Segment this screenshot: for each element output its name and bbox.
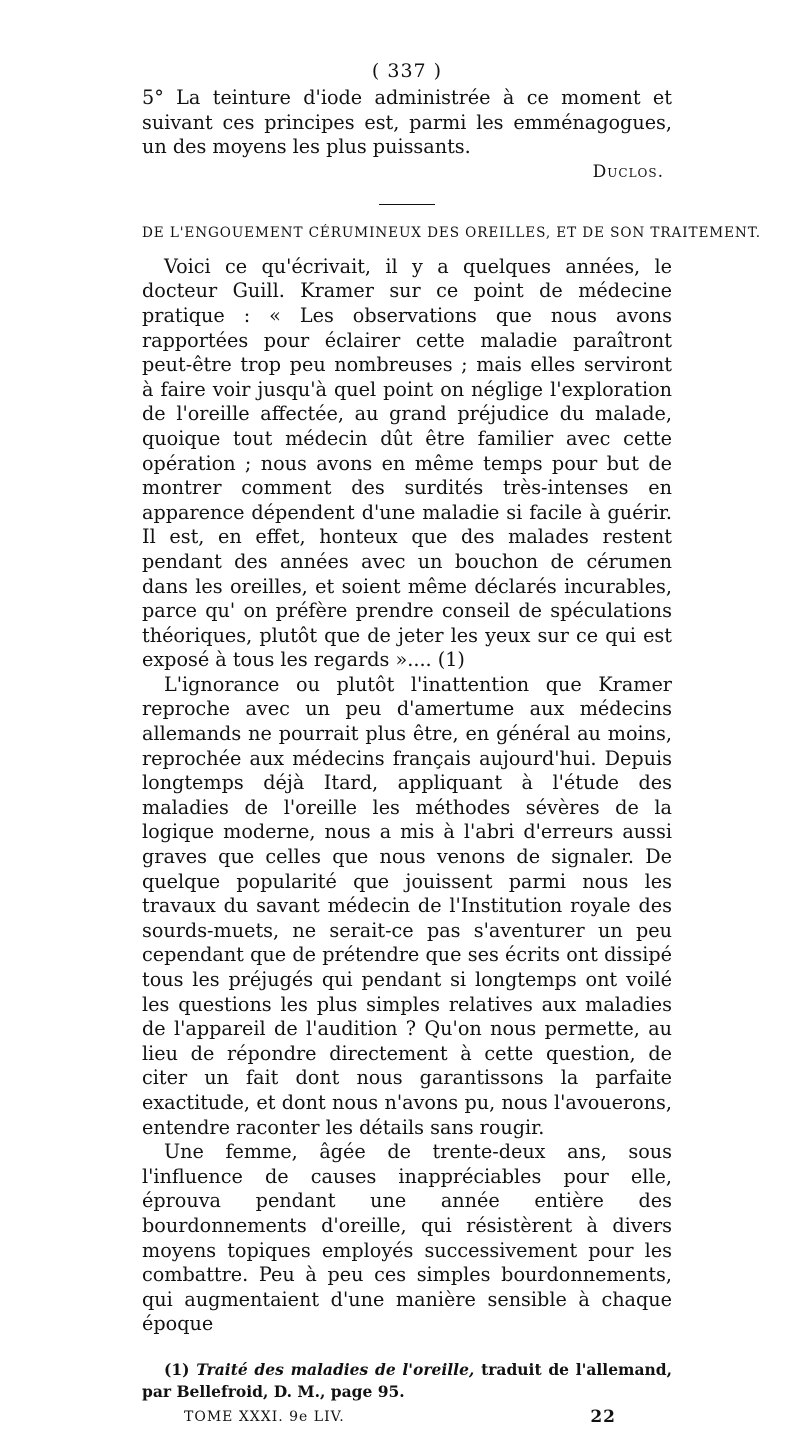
- sheet-number: 22: [590, 1406, 616, 1427]
- printer-signature-line: [142, 1406, 672, 1433]
- tome-signature: TOME XXXI. 9e LIV.: [184, 1408, 345, 1425]
- page-number: ( 337 ): [371, 60, 443, 82]
- paragraph-kramer-quote: Voici ce qu'écrivait, il y a quelques années, le docteur Guill. Kramer sur ce point de médecine pratique : « Les observations que nous avons rapportées pour éclairer cette maladie paraîtront peut-être trop peu nombreuses ; mais elles serviront à faire voir jusqu'à quel point on néglige l'exploration de l'oreille affectée, au grand préjudice du malade, quoique tout médecin dût être familier avec cette opération ; nous avons en même temps pour but de montrer comment des surdités très-intenses en apparence dépendent d'une maladie si facile à guérir. Il est, en effet, honteux que des malades restent pendant des années avec un bouchon de cérumen dans les oreilles, et soient même déclarés incurables, parce qu' on préfère prendre conseil de spéculations théoriques, plutôt que de jeter les yeux sur ce qui est exposé à tous les regards ».... (1): [142, 254, 672, 672]
- author-signature: Duclos.: [592, 161, 664, 182]
- section-heading: DE L'ENGOUEMENT CÉRUMINEUX DES OREILLES, ET DE SON TRAITEMENT.: [142, 224, 761, 241]
- paragraph-case: Une femme, âgée de trente-deux ans, sous l'influence de causes inappréciables pour elle, éprouva pendant une année entière des bourdonnements d'oreille, qui résistèrent à divers moyens topiques employés successivement pour les combattre. Peu à peu ces simples bourdonnements, qui augmentaient d'une manière sensible à chaque époque: [142, 1140, 672, 1336]
- footnote: [142, 1359, 672, 1403]
- footnote-spacer: [142, 1337, 672, 1359]
- footnote-title: Traité des maladies de l'oreille,: [196, 1359, 475, 1379]
- footnote-text: traduit de l'allemand, par Bellefroid, D. M., page 95.: [142, 1359, 673, 1401]
- paragraph-ignorance: L'ignorance ou plutôt l'inattention que Kramer reproche avec un peu d'amertume aux médecins allemands ne pourrait plus être, en général au moins, reprochée aux médecins français aujourd'hui. Depuis longtemps déjà Itard, appliquant à l'étude des maladies de l'oreille les méthodes sévères de la logique moderne, nous a mis à l'abri d'erreurs aussi graves que celles que nous venons de signaler. De quelque popularité que jouissent parmi nous les travaux du savant médecin de l'Institution royale des sourds-muets, ne serait-ce pas s'aventurer un peu cependant que de prétendre que ses écrits ont dissipé tous les préjugés qui pendant si longtemps ont voilé les questions les plus simples relatives aux maladies de l'appareil de l'audition ? Qu'on nous permette, au lieu de répondre directement à cette question, de citer un fait dont nous garantissons la parfaite exactitude, et dont nous n'avons pu, nous l'avouerons, entendre raconter les détails sans rougir.: [142, 672, 672, 1139]
- paragraph-iodine: 5° La teinture d'iode administrée à ce moment et suivant ces principes est, parmi les emménagogues, un des moyens les plus puissants.: [142, 86, 672, 159]
- section-divider: [379, 204, 435, 205]
- page: [142, 60, 761, 1433]
- footnote-marker: (1): [164, 1359, 190, 1379]
